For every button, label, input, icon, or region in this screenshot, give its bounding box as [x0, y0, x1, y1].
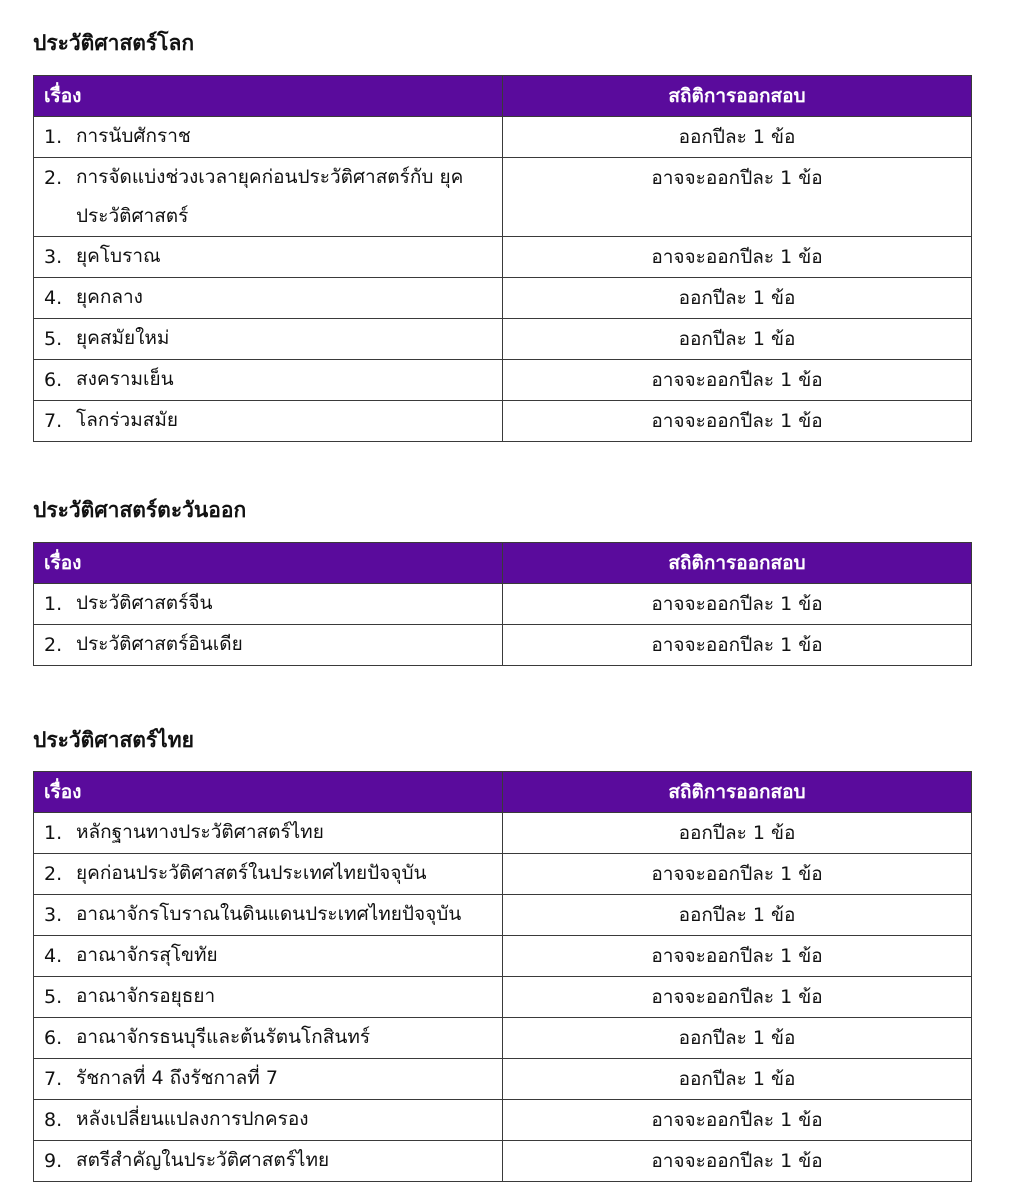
column-header-topic: เรื่อง — [34, 543, 503, 584]
table-row — [34, 360, 972, 401]
row-number: 3. — [44, 246, 63, 268]
stats-table — [33, 75, 972, 442]
topic-cell — [34, 237, 503, 278]
table-row — [34, 117, 972, 158]
stat-cell: อาจจะออกปีละ 1 ข้อ — [503, 854, 972, 895]
topic-cell — [34, 1059, 503, 1100]
table-row — [34, 1100, 972, 1141]
stat-cell: อาจจะออกปีละ 1 ข้อ — [503, 360, 972, 401]
row-number: 8. — [44, 1109, 63, 1131]
row-number: 7. — [44, 1068, 63, 1090]
stat-cell: ออกปีละ 1 ข้อ — [503, 895, 972, 936]
topic-text: สตรีสำคัญในประวัติศาสตร์ไทย — [76, 1149, 330, 1171]
topic-text: อาณาจักรสุโขทัย — [76, 944, 218, 966]
topic-text: สงครามเย็น — [76, 368, 174, 390]
stat-cell: ออกปีละ 1 ข้อ — [503, 1018, 972, 1059]
topic-cell — [34, 813, 503, 854]
stat-cell: ออกปีละ 1 ข้อ — [503, 117, 972, 158]
topic-text: ประวัติศาสตร์อินเดีย — [76, 633, 243, 655]
table-header-row — [34, 772, 972, 813]
row-number: 4. — [44, 945, 63, 967]
topic-text: หลักฐานทางประวัติศาสตร์ไทย — [76, 821, 324, 843]
column-header-topic: เรื่อง — [34, 772, 503, 813]
topic-cell — [34, 278, 503, 319]
stat-cell: อาจจะออกปีละ 1 ข้อ — [503, 401, 972, 442]
section-title: ประวัติศาสตร์ไทย — [33, 728, 194, 752]
stat-cell: อาจจะออกปีละ 1 ข้อ — [503, 936, 972, 977]
row-number: 2. — [44, 167, 63, 189]
topic-cell — [34, 977, 503, 1018]
stat-cell: อาจจะออกปีละ 1 ข้อ — [503, 625, 972, 666]
stat-cell: อาจจะออกปีละ 1 ข้อ — [503, 158, 972, 237]
table-row — [34, 854, 972, 895]
section-title: ประวัติศาสตร์ตะวันออก — [33, 498, 247, 522]
row-number: 6. — [44, 369, 63, 391]
topic-cell — [34, 1141, 503, 1182]
stat-cell: อาจจะออกปีละ 1 ข้อ — [503, 977, 972, 1018]
column-header-stat: สถิติการออกสอบ — [503, 76, 972, 117]
topic-text: หลังเปลี่ยนแปลงการปกครอง — [76, 1108, 309, 1130]
row-number: 7. — [44, 410, 63, 432]
row-number: 1. — [44, 822, 63, 844]
stats-table — [33, 542, 972, 666]
table-row — [34, 1018, 972, 1059]
table-row — [34, 158, 972, 237]
row-number: 6. — [44, 1027, 63, 1049]
topic-text: อาณาจักรธนบุรีและต้นรัตนโกสินทร์ — [76, 1026, 371, 1048]
topic-text: การนับศักราช — [76, 125, 191, 147]
row-number: 3. — [44, 904, 63, 926]
table-row — [34, 625, 972, 666]
stat-cell: ออกปีละ 1 ข้อ — [503, 278, 972, 319]
stat-cell: อาจจะออกปีละ 1 ข้อ — [503, 1100, 972, 1141]
topic-cell — [34, 895, 503, 936]
topic-text: โลกร่วมสมัย — [76, 409, 179, 431]
stat-cell: อาจจะออกปีละ 1 ข้อ — [503, 237, 972, 278]
table-header-row — [34, 76, 972, 117]
row-number: 2. — [44, 863, 63, 885]
row-number: 5. — [44, 328, 63, 350]
row-number: 5. — [44, 986, 63, 1008]
table-row — [34, 237, 972, 278]
row-number: 9. — [44, 1150, 63, 1172]
stat-cell: อาจจะออกปีละ 1 ข้อ — [503, 1141, 972, 1182]
table-row — [34, 1059, 972, 1100]
topic-text: รัชกาลที่ 4 ถึงรัชกาลที่ 7 — [76, 1067, 278, 1089]
topic-cell — [34, 1100, 503, 1141]
column-header-topic: เรื่อง — [34, 76, 503, 117]
topic-text: อาณาจักรโบราณในดินแดนประเทศไทยปัจจุบัน — [76, 903, 462, 925]
stat-cell: ออกปีละ 1 ข้อ — [503, 813, 972, 854]
topic-cell — [34, 936, 503, 977]
table-row — [34, 813, 972, 854]
column-header-stat: สถิติการออกสอบ — [503, 772, 972, 813]
table-row — [34, 401, 972, 442]
row-number: 4. — [44, 287, 63, 309]
table-row — [34, 977, 972, 1018]
table-row — [34, 1141, 972, 1182]
row-number: 2. — [44, 634, 63, 656]
topic-cell — [34, 1018, 503, 1059]
topic-cell — [34, 854, 503, 895]
topic-cell — [34, 625, 503, 666]
table-row — [34, 319, 972, 360]
stat-cell: ออกปีละ 1 ข้อ — [503, 319, 972, 360]
topic-cell — [34, 401, 503, 442]
stat-cell: ออกปีละ 1 ข้อ — [503, 1059, 972, 1100]
column-header-stat: สถิติการออกสอบ — [503, 543, 972, 584]
topic-cell — [34, 117, 503, 158]
topic-text: ยุคกลาง — [76, 286, 143, 308]
topic-cell — [34, 158, 503, 237]
topic-text: ยุคก่อนประวัติศาสตร์ในประเทศไทยปัจจุบัน — [76, 862, 427, 884]
topic-cell — [34, 360, 503, 401]
topic-text: การจัดแบ่งช่วงเวลายุคก่อนประวัติศาสตร์กับ ยุคประวัติศาสตร์ — [76, 166, 464, 227]
stats-table — [33, 771, 972, 1182]
section-title: ประวัติศาสตร์โลก — [33, 31, 195, 55]
topic-text: ยุคโบราณ — [76, 245, 161, 267]
row-number: 1. — [44, 593, 63, 615]
topic-text: ยุคสมัยใหม่ — [76, 327, 170, 349]
topic-text: ประวัติศาสตร์จีน — [76, 592, 213, 614]
table-row — [34, 278, 972, 319]
stat-cell: อาจจะออกปีละ 1 ข้อ — [503, 584, 972, 625]
table-row — [34, 936, 972, 977]
table-row — [34, 895, 972, 936]
table-header-row — [34, 543, 972, 584]
topic-cell — [34, 319, 503, 360]
row-number: 1. — [44, 126, 63, 148]
topic-cell — [34, 584, 503, 625]
table-row — [34, 584, 972, 625]
topic-text: อาณาจักรอยุธยา — [76, 985, 216, 1007]
